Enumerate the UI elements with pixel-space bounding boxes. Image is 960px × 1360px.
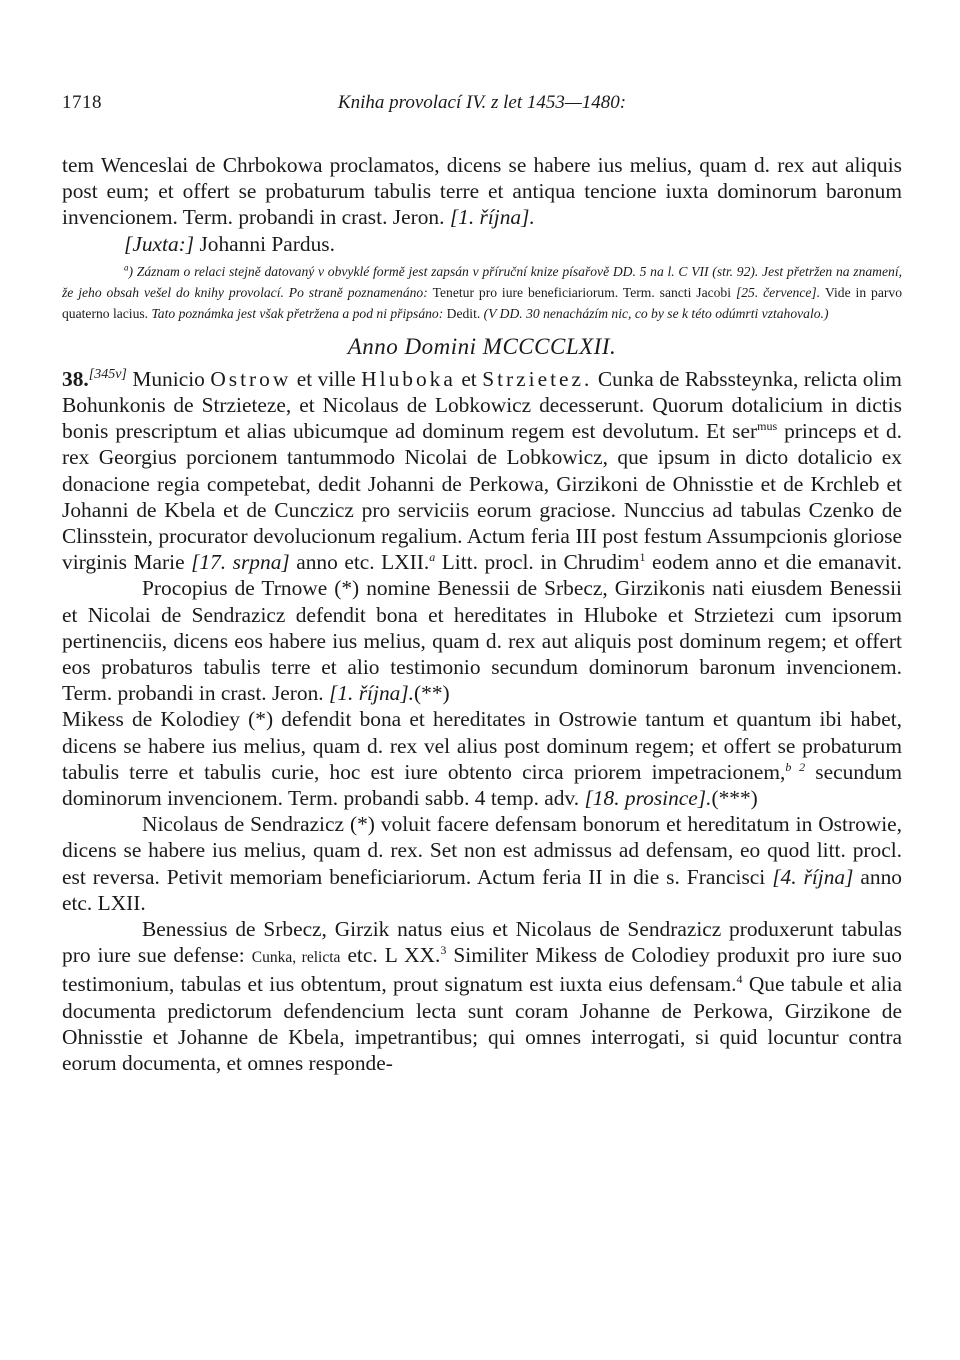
top-date: [1. října]. — [449, 205, 535, 230]
date-1-rijna: [1. října]. — [329, 681, 415, 706]
sup-3: 3 — [440, 943, 447, 958]
entry-p10-small: Cunka, relicta — [251, 949, 341, 967]
entry-p2: princeps et d. rex Georgius porcionem tantummodo Nicolai de Lobkowicz, que ipsum in dicto dotalicio ex donacione regia competebat, dedit Johanni de Perkowa, Girzikoni de Ohnisstie et de Krchleb et Johanni de Kbela et de Cunczicz pro serviciis eorum graciose. Nunccius ad tabulas Czenko de Clinsstein, procurator devolucionum regalium. Actum feria III post festum Assumpcionis gloriose virginis Marie — [62, 419, 902, 575]
year-heading: Anno Domini MCCCCLXII. — [347, 333, 617, 359]
note-part2: Tato poznámka jest však přetržena a pod ni připsáno: — [151, 305, 444, 321]
entry-number: 38. — [62, 366, 89, 391]
folio-mark: [345v] — [88, 366, 127, 382]
entry-p12: Que tabule et alia documenta predictorum defendencium lecta sunt coram Johanne de Perkowa, Girzikone de Ohnisstie et Johanne de Kbela, impetrantibus; qui omnes interrogati, si quid locuntur contra eorum documenta, et omnes responde- — [62, 972, 903, 1076]
juxta-name: Johanni Pardus. — [199, 231, 335, 256]
entry-p8: secundum dominorum invencionem. Term. probandi sabb. 4 temp. adv. — [62, 759, 902, 811]
entry-38 — [62, 366, 902, 1076]
entry-p10b: etc. L XX. — [340, 943, 441, 968]
sup-4: 4 — [736, 972, 743, 987]
sup-a: a — [429, 550, 436, 565]
note-roman2: Vide in parvo quaterno lacius. — [62, 284, 902, 321]
entry-p6-end: (**) — [414, 681, 450, 706]
date-18-prosince: [18. prosince]. — [584, 786, 712, 811]
juxta-line — [62, 231, 902, 257]
top-paragraph-text: tem Wenceslai de Chrbokowa proclamatos, dicens se habere ius melius, quam d. rex aut aliquis post eum; et offert se probaturum tabulis terre et antiqua tencione iuxta dominorum baronum invencionem. Term. probandi in crast. Jeron. — [62, 153, 902, 230]
entry-title-start: Municio — [132, 366, 205, 391]
entry-p5: eodem anno et die emanavit. — [645, 550, 902, 575]
entry-title-et: et — [461, 366, 477, 391]
running-title: Kniha provolací IV. z let 1453—1480: — [337, 92, 627, 113]
sup-b2: b 2 — [785, 759, 806, 774]
entry-p9-end: anno etc. LXII. — [62, 864, 902, 915]
date-4-rijna: [4. října] — [772, 864, 854, 889]
entry-p9: Nicolaus de Sendrazicz (*) voluit facere defensam bonorum et hereditatum in Ostrowie, dicens se habere ius melius, quam d. rex. Set non est admissus ad defensam, eo quod litt. procl. est reversa. Petivit memoriam beneficiariorum. Actum feria II in die s. Francisci — [62, 812, 902, 889]
note-roman3: Dedit. — [446, 305, 481, 321]
page-number: 1718 — [62, 92, 102, 113]
note-date1: [25. července]. — [735, 284, 821, 300]
entry-p6: Procopius de Trnowe (*) nomine Benessii de Srbecz, Girzikonis nati eiusdem Benessii et Nicolai de Sendrazicz defendit bona et hereditates in Hluboke et Strzietezi cum ipsorum pertinenciis, dicens eos habere ius melius, quam d. rex aut aliquis post dominum regem; et offert eos probaturos tabulis terre et alio testimonio secundum dominorum baronum invencionem. Term. probandi in crast. Jeron. — [62, 576, 902, 706]
entry-title-ostrow: Ostrow — [210, 366, 292, 391]
note-roman1: Tenetur pro iure beneficiariorum. Term. sancti Jacobi — [432, 284, 732, 300]
running-header — [62, 92, 902, 120]
note-marker: a — [124, 262, 129, 273]
entry-p11: Similiter Mikess de Colodiey produxit pro iure suo testimonium, tabulas et ius obtentum, prout signatum est iuxta eius defensam. — [62, 943, 902, 997]
note-part3: (V DD. 30 nenacházím nic, co by se k této odúmrti vztahovalo.) — [483, 305, 829, 321]
entry-p8-end: (***) — [711, 786, 758, 811]
footnote-a — [62, 261, 902, 324]
sup-1: 1 — [639, 550, 646, 565]
entry-p1: Cunka de Rabssteynka, relicta olim Bohunkonis de Strzieteze, et Nicolaus de Lobkowicz decesserunt. Quorum dotalicium in dictis bonis prescriptum et alias ubicumque ad dominum regem est devolutum. Et ser — [62, 366, 902, 444]
page — [62, 92, 902, 1076]
entry-title-mid: et ville — [296, 366, 356, 391]
entry-p7: Mikess de Kolodiey (*) defendit bona et hereditates in Ostrowie tantum et quantum ibi habet, dicens se habere ius melius, quam d. rex vel alius post dominum regem; et offert se probaturum tabulis terre et tabulis curie, hoc est iure obtento circa priorem impetracionem, — [62, 707, 902, 784]
entry-p10: Benessius de Srbecz, Girzik natus eius et Nicolaus de Sendrazicz produxerunt tabulas pro iure sue defense: — [62, 917, 902, 968]
entry-p4: Litt. procl. in Chrudim — [435, 550, 640, 575]
top-paragraph — [62, 152, 902, 257]
entry-p3: anno etc. LXII. — [289, 550, 430, 575]
entry-title-strzietez: Strzietez. — [482, 366, 593, 391]
sup-mus: mus — [757, 419, 778, 434]
note-part1: ) Záznam o relaci stejně datovaný v obvyklé formě jest zapsán v příruční knize písařově DD. 5 na l. C VII (str. 92). Jest přetržen na znamení, že jeho obsah vešel do knihy provolací. Po straně poznamenáno: — [62, 263, 902, 300]
date-17-srpna: [17. srpna] — [191, 550, 290, 575]
entry-title-hluboka: Hluboka — [361, 366, 456, 391]
juxta-label: [Juxta:] — [124, 231, 195, 256]
